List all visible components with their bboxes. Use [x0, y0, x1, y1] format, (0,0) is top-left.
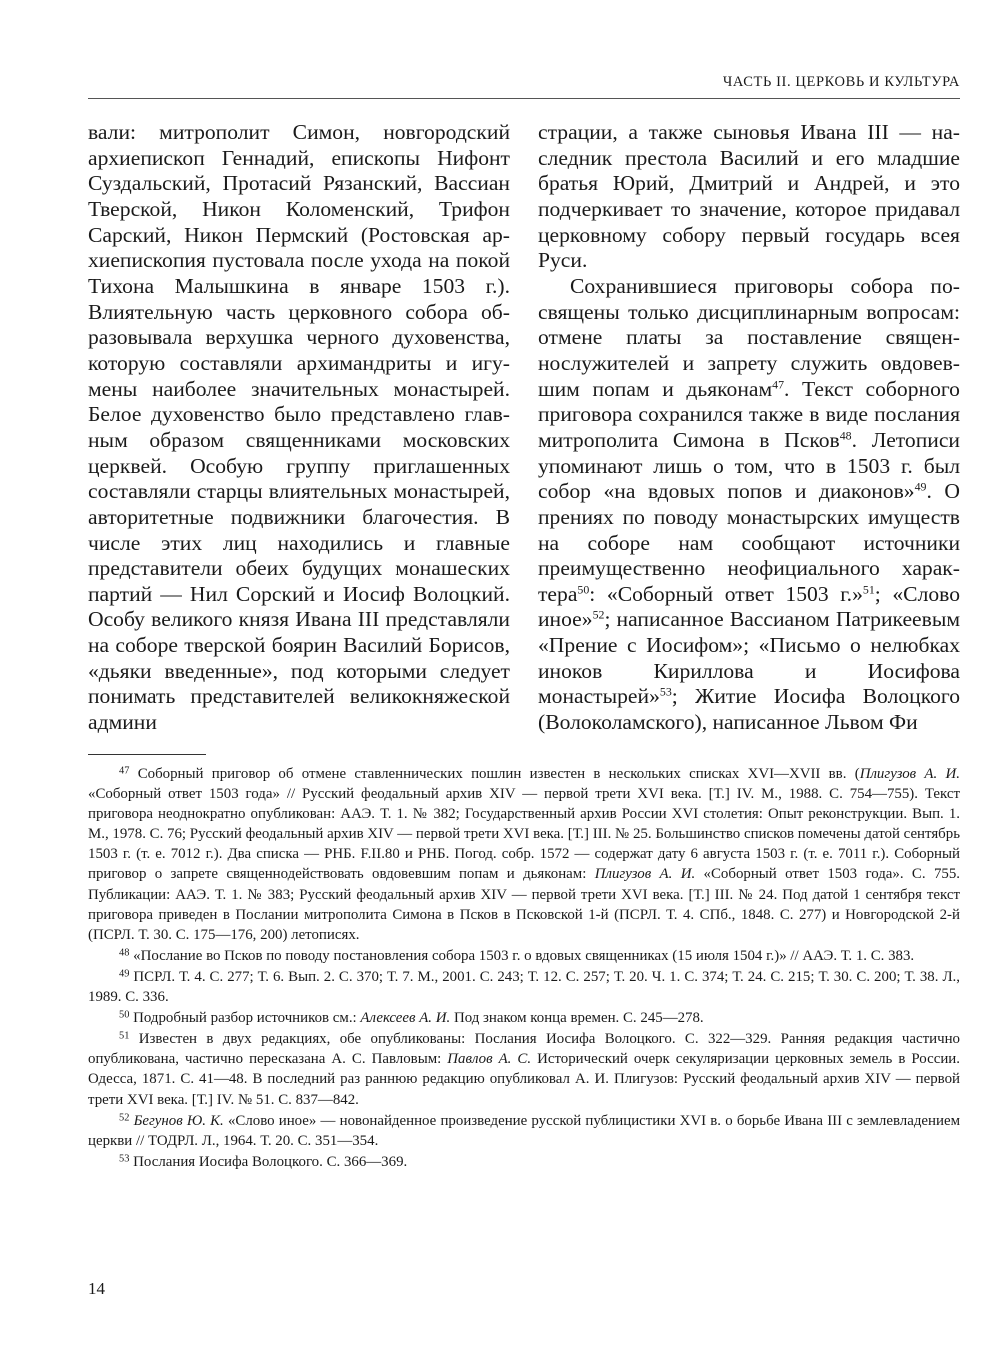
footnote-ref-48[interactable]: 48 [839, 428, 852, 443]
footnote-ref-47[interactable]: 47 [772, 376, 785, 391]
text-column-right [538, 120, 960, 736]
footnote-ref-51[interactable]: 51 [862, 582, 875, 597]
text-column-left [88, 120, 510, 736]
footnote-ref-50[interactable]: 50 [577, 582, 590, 597]
page-number: 14 [88, 1279, 105, 1298]
footnote-52: $^{52}$ Бегунов Ю. К. «Слово иное» — новонайденное произведение русской публицистики XVI в. о борьбе Ивана III с землевладением церкви // ТОДРЛ. Л., 1964. Т. 20. С. 351—354. [88, 1111, 961, 1149]
footnote-48: $^{48}$ «Послание во Псков по поводу постановления собора 1503 г. о вдовых священниках (15 июля 1504 г.)» // ААЭ. Т. 1. С. 383. [119, 947, 915, 964]
footnote-ref-53[interactable]: 53 [659, 684, 672, 699]
footnote-ref-52[interactable]: 52 [592, 607, 605, 622]
right-paragraph-1: страции, а также сыновья Ивана III — наследник престола Василий и его младшие братья Юрий, Дмитрий и Андрей, и это подчеркивает то значение, которое придавал церковному собору первый государь всея Руси. [538, 120, 960, 273]
footnote-51: $^{51}$ Известен в двух редакциях, обе опубликованы: Послания Иосифа Волоцкого. С. 322—329. Ранняя редакция частично опубликована, частично пересказана А. С. Павловым: Павлов А. С. Исторический очерк секуляризации церковных земель в России. Одесса, 1871. С. 41—48. В последний раз раннюю редакцию опубликовал А. И. Плигузов: Русский феодальный архив XIV — первой трети XVI века. [Т.] IV. № 51. С. 837—842. [88, 1030, 960, 1108]
footnote-47: $^{47}$ Соборный приговор об отмене ставленнических пошлин известен в нескольких списках XVI—XVII вв. (Плигузов А. И. «Соборный ответ 1503 года» // Русский феодальный архив XIV — первой трети XVI века. [Т.] IV. М., 1988. С. 754—755). Текст приговора неоднократно опубликован: ААЭ. Т. 1. № 382; Государственный архив России XVI столетия: Опыт реконструкции. Вып. 1. М., 1978. С. 76; Русский феодальный архив XIV — первой трети XVI века. [Т.] III. № 25. Большинство списков помечены датой сентябрь 1503 г. (т. е. 7012 г.). Два списка — РНБ. F.II.80 и РНБ. Погод. собр. 1572 — содержат дату 6 августа 1503 г. (т. е. 7011 г.). Соборный приговор о запрете священнодействовать овдовевшим попам и дьяконам: Плигузов А. И. «Соборный ответ 1503 года». С. 755. Публикации: ААЭ. Т. 1. № 383; Русский феодальный архив XIV — первой трети XVI века. [Т.] III. № 24. Под датой 1 сентября текст приговора приведен в Послании митрополита Симона в Псков в Псковской 1-й (ПСРЛ. Т. 4. СПб., 1848. С. 277) и Новгородской 2-й (ПСРЛ. Т. 30. С. 175—176, 200) летописях. [88, 765, 961, 943]
footnote-50: $^{50}$ Подробный разбор источников см.: Алексеев А. И. Под знаком конца времен. С. 245—278. [119, 1009, 704, 1027]
running-header-title: ЧАСТЬ II. ЦЕРКОВЬ И КУЛЬТУРА [722, 74, 960, 90]
left-paragraph: вали: митрополит Симон, новгородский архиепископ Геннадий, епископы Нифонт Суздальский, Протасий Рязанский, Вассиан Тверской, Никон Коломенский, Трифон Сарский, Никон Пермский (Ростовская архиепископия пустовала после ухода на покой Тихона Малышкина в январе 1503 г.). Влиятельную часть церковного собора образовывала верхушка черного духовенства, которую составляли архимандриты и игумены наиболее значительных монастырей. Белое духовенство было представлено главным образом священниками московских церквей. Особую группу приглашенных составляли старцы влиятельных монастырей, авторитетные подвижники благочестия. В числе этих лиц находились и главные представители обеих будущих монашеских партий — Нил Сорский и Иосиф Волоцкий. Особу великого князя Ивана III представляли на соборе тверской боярин Василий Борисов, «дьяки введенные», под которыми следует понимать представителей великокняжеской админи [88, 120, 510, 735]
footnotes [88, 764, 960, 1173]
footnote-49: $^{49}$ ПСРЛ. Т. 4. С. 277; Т. 6. Вып. 2. С. 370; Т. 7. М., 2001. С. 243; Т. 12. С. 257; Т. 20. Ч. 1. С. 374; Т. 24. С. 215; Т. 30. С. 200; Т. 38. Л., 1989. С. 336. [88, 968, 960, 1006]
running-header [88, 72, 960, 99]
right-paragraph-2: Сохранившиеся приговоры собора посвящены только дисциплинарным вопросам: отмене платы за поставление священнослужителей и запрету служить овдовевшим попам и дьяконам$^{47}$. Текст соборного приговора сохранился также в виде послания митрополита Симона в Псков$^{48}$. Летописи упоминают лишь о том, что в 1503 г. был собор «на вдовых попов и диаконов»$^{49}$. О прениях по поводу монастырских имуществ на соборе нам сообщают источники преимущественно неофициального характера$^{50}$: «Соборный ответ 1503 г.»$^{51}$; «Слово иное»$^{52}$; написанное Вассианом Патрикеевым «Прение с Иосифом»; «Письмо о нелюбках иноков Кириллова и Иосифова монастырей»$^{53}$; Житие Иосифа Волоцкого (Волоколамского), написанное Львом Фи [538, 273, 961, 735]
footnote-53: $^{53}$ Послания Иосифа Волоцкого. С. 366—369. [119, 1153, 408, 1170]
footnote-ref-49[interactable]: 49 [914, 479, 927, 494]
footnote-divider [88, 754, 206, 755]
